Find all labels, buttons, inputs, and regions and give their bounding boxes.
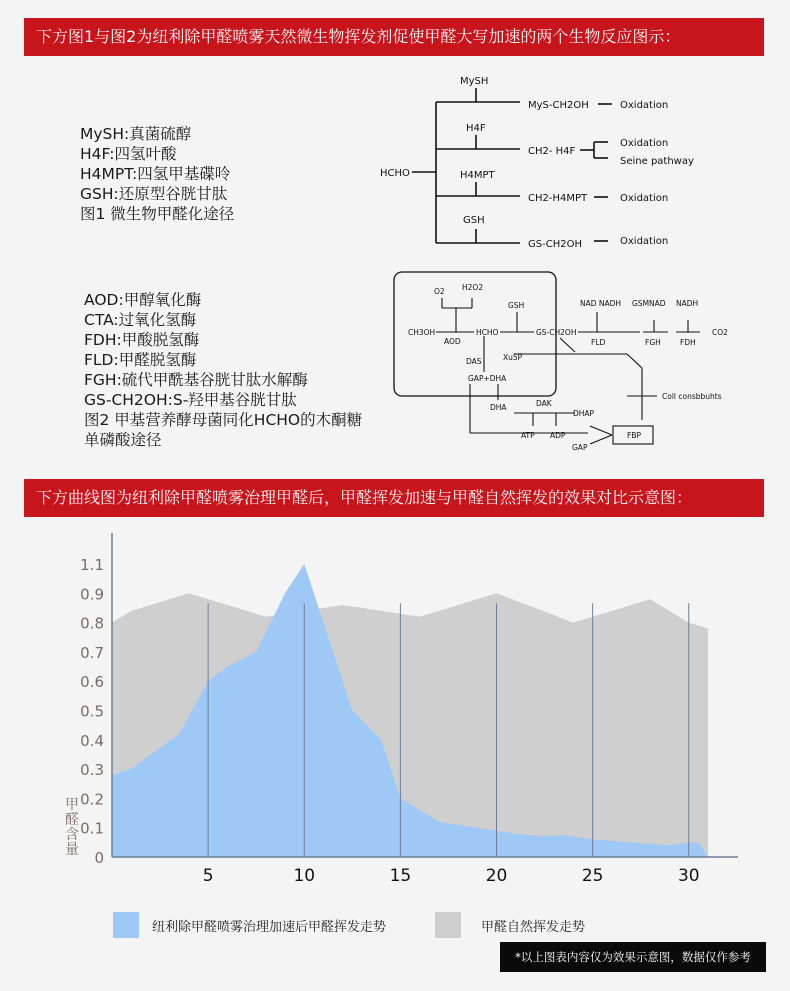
x-tick-label: 25 — [581, 866, 604, 885]
hcho-label: HCHO — [476, 328, 499, 337]
dha-label: DHA — [490, 403, 507, 412]
legend-swatch-spray — [113, 912, 139, 938]
gsmnad-label: GSMNAD — [632, 299, 666, 308]
gapdha-label: GAP+DHA — [468, 374, 507, 383]
gsch2oh-label: GS-CH2OH — [536, 328, 577, 337]
h4mpt-label: H4MPT — [460, 170, 495, 181]
chart-section-banner: 下方曲线图为纽利除甲醛喷雾治理甲醛后，甲醛挥发加速与甲醛自然挥发的效果对比示意图： — [24, 479, 764, 517]
adp-label: ADP — [550, 431, 566, 440]
fig2-caption: 图2 甲基营养酵母菌同化HCHO的木酮糖 — [84, 411, 363, 429]
y-tick-label: 0.7 — [80, 643, 104, 662]
fig1-caption: 图1 微生物甲醛化途径 — [80, 205, 235, 223]
gsch2oh-label: GS-CH2OH — [528, 239, 582, 250]
x-tick-label: 30 — [677, 866, 700, 885]
fig2-legend-line: FLD:甲醛脱氢酶 — [84, 351, 197, 369]
y-axis-label-char: 量 — [65, 842, 79, 858]
y-tick-label: 0.9 — [80, 585, 104, 604]
fig1-legend-line: MySH:真菌硫醇 — [80, 125, 192, 143]
y-axis-label — [65, 797, 79, 858]
aod-label: AOD — [444, 337, 461, 346]
o2-label: O2 — [434, 287, 445, 296]
y-axis-label-char: 含 — [65, 827, 79, 843]
x-tick-label: 20 — [485, 866, 508, 885]
fgh-label: FGH — [645, 338, 661, 347]
oxidation-label: Oxidation — [620, 138, 669, 149]
x-tick-label: 15 — [389, 866, 412, 885]
h4f-label: H4F — [466, 123, 486, 134]
fdh-label: FDH — [680, 338, 696, 347]
x-tick-label: 10 — [293, 866, 316, 885]
fig2-legend-line: CTA:过氧化氢酶 — [84, 311, 197, 329]
y-tick-label: 0.1 — [80, 819, 104, 838]
ch2h4mpt-label: CH2-H4MPT — [528, 193, 588, 204]
x-tick-label: 5 — [202, 866, 214, 885]
y-axis-label-char: 甲 — [65, 797, 79, 813]
legend-label-natural: 甲醛自然挥发走势 — [481, 920, 586, 935]
top-section-banner: 下方图1与图2为纽利除甲醛喷雾天然微生物挥发剂促使甲醛大写加速的两个生物反应图示： — [24, 18, 764, 56]
y-tick-label: 0.3 — [80, 761, 104, 780]
das-label: DAS — [466, 357, 482, 366]
disclaimer-note: *以上图表内容仅为效果示意图，数据仅作参考 — [500, 942, 766, 972]
y-tick-label: 1.1 — [80, 556, 104, 574]
y-tick-label: 0.5 — [80, 702, 104, 721]
y-tick-label: 0.4 — [80, 731, 104, 750]
y-tick-label: 0 — [94, 849, 104, 867]
h2o2-label: H2O2 — [462, 283, 484, 292]
fig2-legend-line: FGH:硫代甲酰基谷胱甘肽水解酶 — [84, 371, 308, 389]
fig1-legend-line: H4MPT:四氢甲基碟呤 — [80, 165, 231, 183]
y-axis-label-char: 醛 — [65, 812, 79, 828]
dhap-label: DHAP — [573, 409, 595, 418]
nadh-label: NADH — [676, 299, 699, 308]
coll-label: Coll consbbuhts — [662, 392, 722, 401]
fld-label: FLD — [591, 338, 606, 347]
oxidation-label: Oxidation — [620, 193, 669, 204]
chart-series-layer — [112, 564, 708, 857]
gap-label: GAP — [572, 443, 588, 452]
nadnadh-label: NAD NADH — [580, 299, 622, 308]
ch3oh-label: CH3OH — [408, 328, 436, 337]
dak-label: DAK — [536, 399, 552, 408]
hcho-label: HCHO — [380, 168, 410, 179]
mysh-label: MySH — [460, 76, 489, 87]
atp-label: ATP — [521, 431, 535, 440]
legend-label-spray: 纽利除甲醛喷雾治理加速后甲醛挥发走势 — [152, 920, 387, 935]
fig2-legend-line: GS-CH2OH:S-羟甲基谷胱甘肽 — [84, 391, 297, 409]
fig1-legend-line: H4F:四氢叶酸 — [80, 145, 177, 163]
fig2-caption: 单磷酸途径 — [84, 431, 162, 449]
ch2h4f-label: CH2- H4F — [528, 146, 576, 157]
xu5p-label: Xu5P — [503, 353, 523, 362]
fig2-legend-line: AOD:甲醇氧化酶 — [84, 291, 202, 309]
legend-swatch-natural — [435, 912, 461, 938]
gsh-label: GSH — [463, 215, 485, 226]
y-tick-label: 0.8 — [80, 614, 104, 633]
gsh-label: GSH — [508, 301, 525, 310]
oxidation-label: Oxidation — [620, 100, 669, 111]
fig2-diagram — [0, 268, 790, 468]
y-tick-label: 0.6 — [80, 673, 104, 692]
oxidation-label: Oxidation — [620, 236, 669, 247]
fig1-legend-line: GSH:还原型谷胱甘肽 — [80, 185, 228, 203]
seine-pathway-label: Seine pathway — [620, 156, 694, 167]
mysch2oh-label: MyS-CH2OH — [528, 100, 589, 111]
formaldehyde-area-chart — [0, 525, 790, 885]
co2-label: CO2 — [712, 328, 728, 337]
fbp-label: FBP — [627, 431, 641, 440]
fig2-legend-line: FDH:甲酸脱氢酶 — [84, 331, 200, 349]
y-tick-label: 0.2 — [80, 790, 104, 809]
